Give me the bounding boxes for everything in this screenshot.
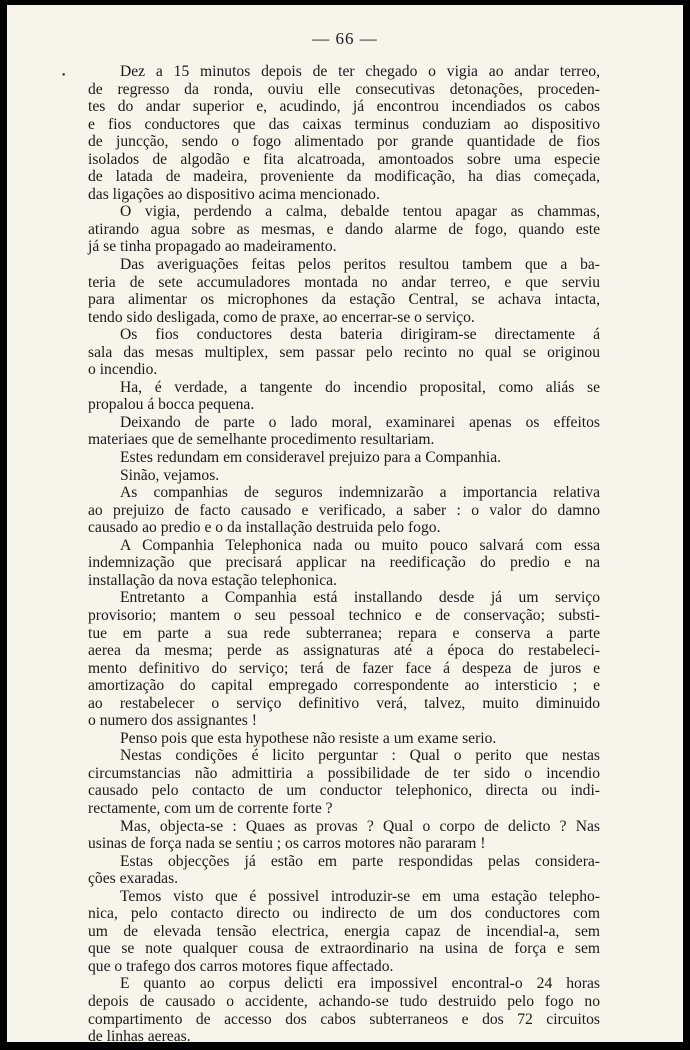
- text-line: usinas de força nada se sentiu ; os carros motores não pararam !: [88, 835, 486, 853]
- text-line: Das averiguações feitas pelos peritos resultou tambem que a ba-: [120, 256, 600, 274]
- text-line: ao prejuizo de facto causado e verificado, a saber : o valor do damno: [88, 501, 600, 519]
- margin-mark: •: [61, 71, 67, 81]
- text-line: causado pelo contacto de um conductor telephonico, directa ou indi-: [88, 782, 600, 800]
- text-line: amortização do capital empregado correspondente ao intersticio ; e: [88, 677, 600, 695]
- text-line: ao restabelecer o serviço definitivo verá, talvez, muito diminuido: [88, 694, 600, 712]
- text-line: Temos visto que é possivel introduzir-se em uma estação telepho-: [120, 887, 600, 905]
- text-line: indemnização que precisará applicar na reedificação do predio e na: [88, 554, 600, 572]
- text-line: O vigia, perdendo a calma, debalde tentou apagar as chammas,: [120, 203, 600, 221]
- text-line: das ligações ao dispositivo acima mencionado.: [88, 185, 380, 203]
- text-line: depois de causado o accidente, achando-se tudo destruido pelo fogo no: [88, 992, 600, 1010]
- text-line: provisorio; mantem o seu pessoal technico e de conservação; substi-: [88, 606, 600, 624]
- text-line: um de elevada tensão electrica, energia capaz de incendial-a, sem: [88, 922, 600, 940]
- document-page: [7, 5, 683, 1042]
- text-line: Mas, objecta-se : Quaes as provas ? Qual o corpo de delicto ? Nas: [120, 817, 600, 835]
- text-line: atirando agua sobre as mesmas, e dando alarme de fogo, quando este: [88, 220, 600, 238]
- text-line: o numero dos assignantes !: [88, 712, 257, 730]
- text-line: para alimentar os microphones da estação Central, se achava intacta,: [88, 291, 600, 309]
- text-line: ções exaradas.: [88, 870, 179, 888]
- text-line: Ha, é verdade, a tangente do incendio proposital, como aliás se: [120, 378, 600, 396]
- text-line: Deixando de parte o lado moral, examinarei apenas os effeitos: [120, 413, 600, 431]
- text-line: Sinão, vejamos.: [120, 466, 220, 484]
- text-line: propalou á bocca pequena.: [88, 396, 255, 414]
- text-line: Estes redundam em consideravel prejuizo para a Companhia.: [120, 449, 502, 467]
- text-line: mento definitivo do serviço; terá de fazer face á despeza de juros e: [88, 659, 600, 677]
- text-line: isolados de algodão e fita alcatroada, amontoados sobre uma especie: [88, 150, 600, 168]
- text-line: teria de sete accumuladores montada no andar terreo, e que serviu: [88, 273, 600, 291]
- text-line: circumstancias não admittiria a possibilidade de ter sido o incendio: [88, 764, 600, 782]
- text-line: causado ao predio e o da installação destruida pelo fogo.: [88, 519, 441, 537]
- text-line: de linhas aereas.: [88, 1028, 191, 1042]
- text-line: Dez a 15 minutos depois de ter chegado o vigia ao andar terreo,: [120, 63, 600, 80]
- text-line: Os fios conductores desta bateria dirigiram-se directamente á: [120, 326, 600, 344]
- text-line: installação da nova estação telephonica.: [88, 571, 337, 589]
- text-line: aerea da mesma; perde as assignaturas até a época do restabeleci-: [88, 642, 600, 660]
- text-line: materiaes que de semelhante procedimento resultariam.: [88, 431, 435, 449]
- text-line: que o trafego dos carros motores fique affectado.: [88, 957, 394, 975]
- text-line: tes do andar superior e, acudindo, já encontrou incendiados os cabos: [88, 98, 600, 116]
- text-line: Nestas condições é licito perguntar : Qual o perito que nestas: [120, 747, 600, 765]
- text-line: já se tinha propagado ao madeiramento.: [88, 238, 337, 256]
- page-number: — 66 —: [312, 29, 378, 48]
- text-line: nica, pelo contacto directo ou indirecto de um dos conductores com: [88, 905, 600, 923]
- text-line: que se note qualquer cousa de extraordinario na usina de força e sem: [88, 940, 600, 958]
- text-line: Estas objecções já estão em parte respondidas pelas considera-: [120, 852, 600, 870]
- text-line: de regresso da ronda, ouviu elle consecutivas detonações, proceden-: [88, 80, 600, 98]
- text-line: E quanto ao corpus delicti era impossivel encontral-o 24 horas: [120, 975, 600, 993]
- text-line: tue em parte a sua rede subterranea; repara e conserva a parte: [88, 624, 600, 642]
- text-line: rectamente, com um de corrente forte ?: [88, 799, 333, 817]
- text-line: o incendio.: [88, 361, 158, 379]
- text-line: compartimento de accesso dos cabos subterraneos e dos 72 circuitos: [88, 1010, 600, 1028]
- text-line: Entretanto a Companhia está installando desde já um serviço: [120, 589, 600, 607]
- text-line: de latada de madeira, proveniente da modificação, ha dias começada,: [88, 168, 600, 186]
- text-line: de juncção, sendo o fogo alimentado por grande quantidade de fios: [88, 133, 600, 151]
- text-line: Penso pois que esta hypothese não resiste a um exame serio.: [120, 729, 497, 747]
- body-text: [88, 63, 600, 1042]
- text-line: tendo sido desligada, como de praxe, ao encerrar-se o serviço.: [88, 308, 475, 326]
- text-line: As companhias de seguros indemnizarão a importancia relativa: [120, 484, 600, 502]
- text-line: sala das mesas multiplex, sem passar pelo recinto no qual se originou: [88, 343, 600, 361]
- text-line: e fios conductores que das caixas terminus conduziam ao dispositivo: [88, 115, 600, 133]
- text-line: A Companhia Telephonica nada ou muito pouco salvará com essa: [120, 536, 600, 554]
